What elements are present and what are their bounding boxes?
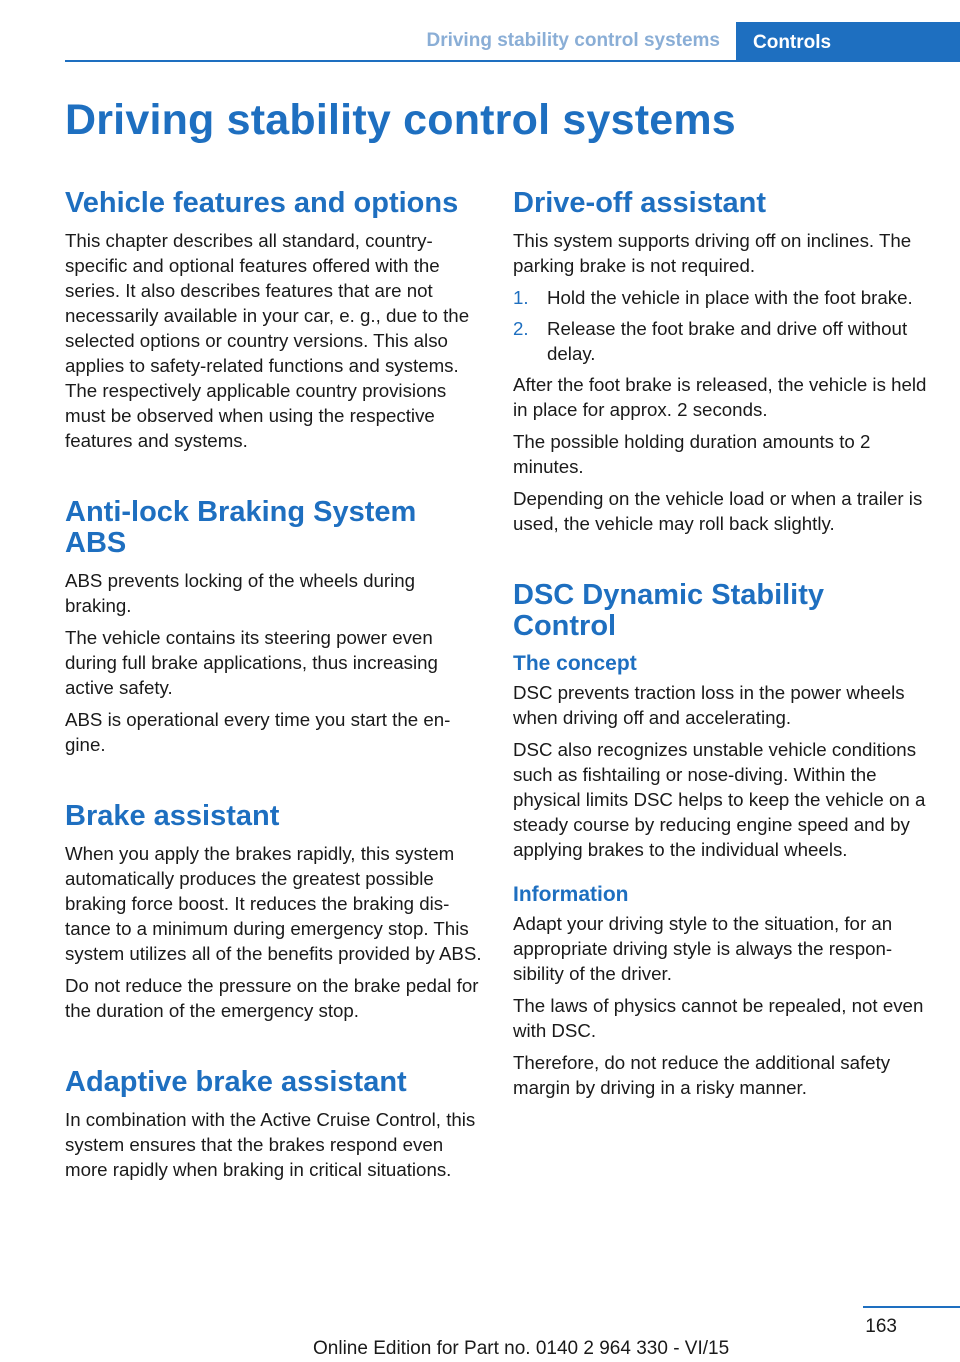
header-chapter-tab	[736, 22, 960, 62]
section-brake-assistant	[65, 801, 482, 1023]
paragraph: The vehicle contains its steering power even during full brake applications, thus increasing active safety.	[65, 627, 438, 698]
paragraph: This system supports driving off on inclines. The parking brake is not required.	[513, 230, 912, 276]
paragraph: DSC also recognizes unstable vehicle conditions such as fishtailing or nose-diving. Within the physical limits DSC helps to keep the vehicle on a steady course by reducing engine speed and by applying brakes to the individual wheels.	[513, 739, 926, 860]
paragraph: Adapt your driving style to the situation, for an appropriate driving style is always the responsibility of the driver.	[513, 913, 893, 984]
section-vehicle-features	[65, 188, 482, 453]
paragraph: ABS is operational every time you start the engine.	[65, 709, 451, 755]
heading-dsc: DSC Dynamic Stability Control	[513, 579, 825, 642]
page-number: 163	[865, 1316, 897, 1337]
list-item	[513, 316, 931, 366]
left-column	[65, 180, 482, 1189]
paragraph: Do not reduce the pressure on the brake pedal for the duration of the emergency stop.	[65, 975, 479, 1021]
right-column	[513, 180, 931, 1107]
heading-brake-assistant: Brake assistant	[65, 800, 280, 832]
paragraph: When you apply the brakes rapidly, this system automatically produces the greatest possible braking force boost. It reduces the braking distance to a minimum during emergency stop. This system utilizes all of the benefits provided by ABS.	[65, 843, 482, 964]
section-abs	[65, 497, 482, 757]
heading-vehicle-features: Vehicle features and options	[65, 187, 459, 219]
heading-adaptive-brake-assistant: Adaptive brake assistant	[65, 1066, 407, 1098]
heading-drive-off-assistant: Drive-off assistant	[513, 187, 767, 219]
heading-abs: Anti-lock Braking System ABS	[65, 496, 417, 559]
page-header	[0, 0, 960, 62]
paragraph: The possible holding duration amounts to 2 minutes.	[513, 431, 871, 477]
paragraph: DSC prevents traction loss in the power wheels when driving off and accelerating.	[513, 682, 905, 728]
subheading-information: Information	[513, 883, 629, 906]
header-section-title: Driving stability control systems	[426, 30, 720, 51]
subheading-concept: The concept	[513, 652, 637, 675]
page-title: Driving stability control systems	[65, 96, 736, 144]
footer-divider	[863, 1306, 960, 1308]
paragraph: Depending on the vehicle load or when a trailer is used, the vehicle may roll back slightly.	[513, 488, 923, 534]
header-divider	[65, 60, 960, 62]
header-chapter-label: Controls	[753, 32, 832, 53]
section-dsc	[513, 580, 931, 1100]
step-text: Hold the vehicle in place with the foot brake.	[547, 287, 913, 308]
paragraph: The laws of physics cannot be repealed, not even with DSC.	[513, 995, 924, 1041]
section-adaptive-brake-assistant	[65, 1067, 482, 1182]
paragraph: After the foot brake is released, the vehicle is held in place for approx. 2 seconds.	[513, 374, 927, 420]
step-text: Release the foot brake and drive off without delay.	[547, 318, 908, 364]
paragraph: Therefore, do not reduce the additional safety margin by driving in a risky manner.	[513, 1052, 891, 1098]
list-item	[513, 285, 931, 310]
paragraph: In combination with the Active Cruise Control, this system ensures that the brakes respond even more rapidly when braking in critical situations.	[65, 1109, 476, 1180]
paragraph: This chapter describes all standard, country-specific and optional features offered with the series. It also describes features that are not necessarily available in your car, e. g., due to the selected options or country versions. This also applies to safety-related functions and systems. The respectively applicable country provisions must be observed when using the respective features and systems.	[65, 230, 470, 451]
steps-list	[513, 285, 931, 366]
step-number: 1.	[513, 287, 529, 308]
section-drive-off-assistant	[513, 188, 931, 536]
footer-edition: Online Edition for Part no. 0140 2 964 330 - VI/15	[313, 1338, 730, 1359]
step-number: 2.	[513, 318, 529, 339]
paragraph: ABS prevents locking of the wheels during braking.	[65, 570, 416, 616]
